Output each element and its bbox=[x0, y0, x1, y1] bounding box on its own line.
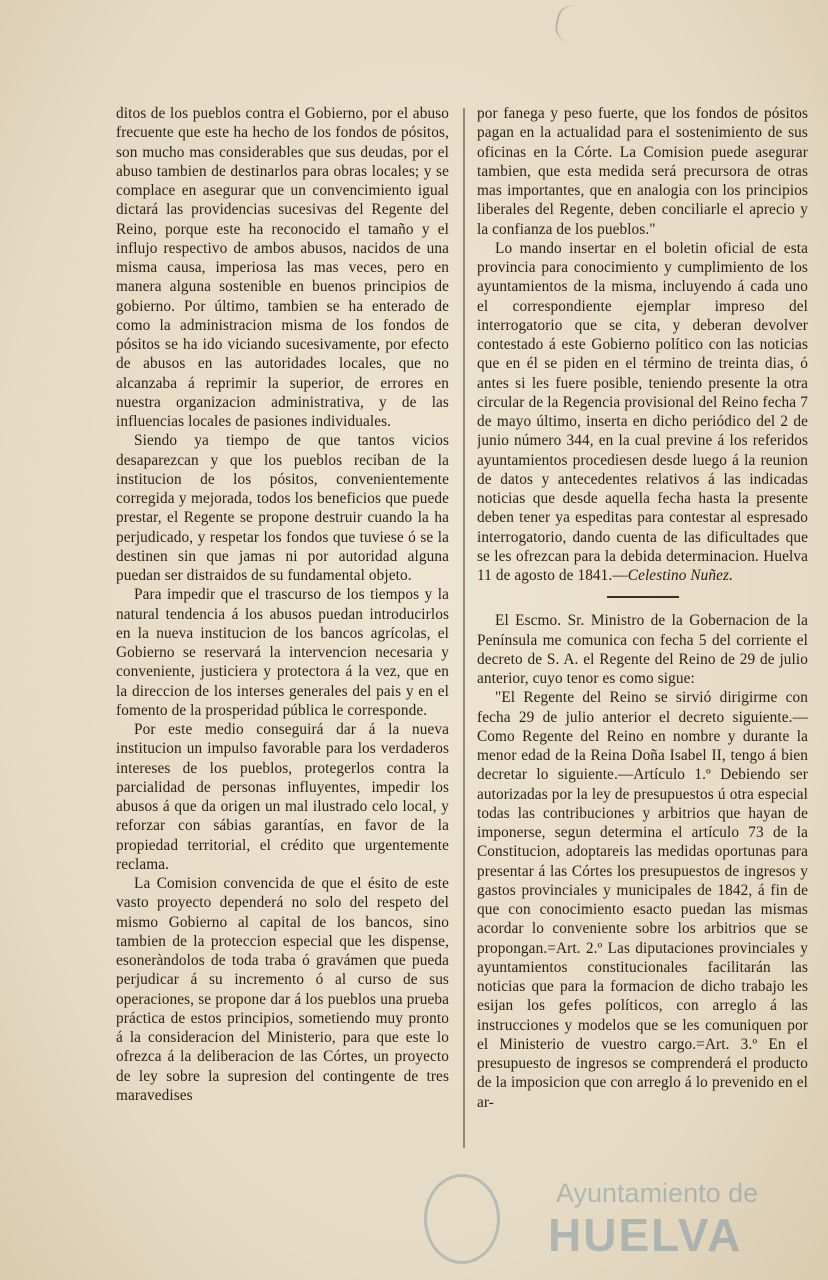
watermark-line-2: HUELVA bbox=[548, 1209, 743, 1261]
seal-icon bbox=[424, 1174, 500, 1264]
left-paragraph-4: Por este medio conseguirá dar á la nueva institucion un impulso favorable para los verdaderos intereses de los pueblos, protegerlos contra la parcialidad de personas influyentes, impedir los abusos á que da origen un mal ilustrado celo local, y reforzar con sábias garantías, en favor de la propiedad territorial, el crédito que urgentemente reclama. bbox=[116, 721, 449, 873]
signature: Celestino Nuñez. bbox=[627, 567, 734, 584]
right-paragraph-3: El Escmo. Sr. Ministro de la Gobernacion de la Península me comunica con fecha 5 del corriente el decreto de S. A. el Regente del Reino de 29 de julio anterior, cuyo tenor es como sigue: bbox=[477, 612, 808, 687]
left-paragraph-1: ditos de los pueblos contra el Gobierno, por el abuso frecuente que este ha hecho de los fondos de pósitos, son mucho mas considerables que sus deudas, por el abuso tambien de destinarlos para obras locales; y se complace en asegurar que un convencimiento igual dictará las providencias sucesivas del Regente del Reino, porque este ha reconocido el tamaño y el influjo respectivo de ambos abusos, nacidos de una misma causa, imperiosa las mas veces, pero en manera alguna sostenible en buenos principios de gobierno. Por último, tambien se ha enterado de como la administracion misma de los fondos de pósitos se ha ido viciando sucesivamente, por efecto de abusos en las autoridades locales, que no alcanzaba á reprimir la superior, de errores en nuestra organizacion administrativa, y de las influencias locales de pasiones individuales. bbox=[116, 105, 449, 430]
left-column bbox=[116, 104, 449, 1184]
watermark-line-1: Ayuntamiento de bbox=[556, 1178, 759, 1208]
pencil-mark bbox=[553, 2, 602, 48]
right-paragraph-2 bbox=[477, 239, 808, 586]
left-paragraph-2: Siendo ya tiempo de que tantos vicios desaparezcan y que los pueblos reciban de la institucion de los pósitos, convenientemente corregida y mejorada, todos los beneficios que puede prestar, el Regente se propone destruir cuando la ha perjudicado, y respetar los fondos que tuviese ó se la destinen sin que jamas ni por autoridad alguna puedan ser distraidos de su fundamental objeto. bbox=[116, 432, 449, 584]
right-paragraph-2-text: Lo mando insertar en el boletin oficial de esta provincia para conocimiento y cumplimiento de los ayuntamientos de la misma, incluyendo á cada uno el correspondiente ejemplar impreso del interrogatorio que se cita, y deberan devolver contestado á este Gobierno político con las noticias que en él se piden en el término de treinta dias, ó antes si les fuere posible, teniendo presente la otra circular de la Regencia provisional del Reino fecha 7 de mayo último, inserta en dicho periódico del 2 de junio número 344, en la cual previne á los referidos ayuntamientos procediesen desde luego á la reunion de datos y antecedentes relativos á las indicadas noticias que desde aquella fecha hasta la presente deben tener ya espeditas para contestar al espresado interrogatorio, dando cuenta de las dificultades que se les ofrezcan para la debida determinacion. Huelva 11 de agosto de 1841.— bbox=[477, 239, 808, 584]
archive-watermark bbox=[418, 1170, 818, 1265]
right-paragraph-4: "El Regente del Reino se sirvió dirigirme con fecha 29 de julio anterior el decreto siguiente.—Como Regente del Reino en nombre y durante la menor edad de la Reina Doña Isabel II, tengo á bien decretar lo siguiente.—Artículo 1.º Debiendo ser autorizadas por la ley de presupuestos ú otra especial todas las contribuciones y arbitrios que hayan de imponerse, segun determina el artículo 73 de la Constitucion, adoptareis las medidas oportunas para presentar á las Córtes los presupuestos de ingresos y gastos provinciales y municipales de 1842, á fin de que con conocimiento esacto puedan las mismas acordar lo conveniente sobre los arbitrios que se propongan.=Art. 2.º Las diputaciones provinciales y ayuntamientos constitucionales facilitarán las noticias que para la formacion de dicho trabajo les esijan los gefes políticos, con arreglo á las instrucciones y modelos que se les comuniquen por el Ministerio de vuestro cargo.=Art. 3.º En el presupuesto de ingresos se comprenderá el producto de la imposicion que con arreglo á lo prevenido en el ar- bbox=[477, 689, 808, 1111]
left-paragraph-5: La Comision convencida de que el ésito de este vasto proyecto dependerá no solo del respeto del mismo Gobierno al capital de los bancos, sino tambien de la proteccion especial que les dispense, esoneràndolos de toda traba ó gravámen que pueda perjudicar á su incremento ó al curso de sus operaciones, se propone dar á los pueblos una prueba práctica de estos principios, sometiendo muy pronto á la consideracion del Ministerio, para que este lo ofrezca á la deliberacion de las Córtes, un proyecto de ley sobre la supresion del contingente de tres maravedises bbox=[116, 875, 449, 1104]
column-divider bbox=[463, 108, 465, 1148]
right-paragraph-1: por fanega y peso fuerte, que los fondos de pósitos pagan en la actualidad para el sostenimiento de sus oficinas en la Córte. La Comision puede asegurar tambien, que esta medida será precursora de otras mas importantes, que en analogia con los principios liberales del Regente, deben conciliarle el aprecio y la confianza de los pueblos." bbox=[477, 105, 808, 238]
right-column bbox=[477, 104, 808, 1184]
left-paragraph-3: Para impedir que el trascurso de los tiempos y la natural tendencia á los abusos puedan introducirlos en la nueva institucion de los bancos agrícolas, el Gobierno se reservará la intervencion necesaria y conveniente, justiciera y protectora á la vez, que en la direccion de los interses generales del pais y en el fomento de la prosperidad pública le corresponde. bbox=[116, 586, 449, 719]
section-separator bbox=[607, 596, 679, 598]
